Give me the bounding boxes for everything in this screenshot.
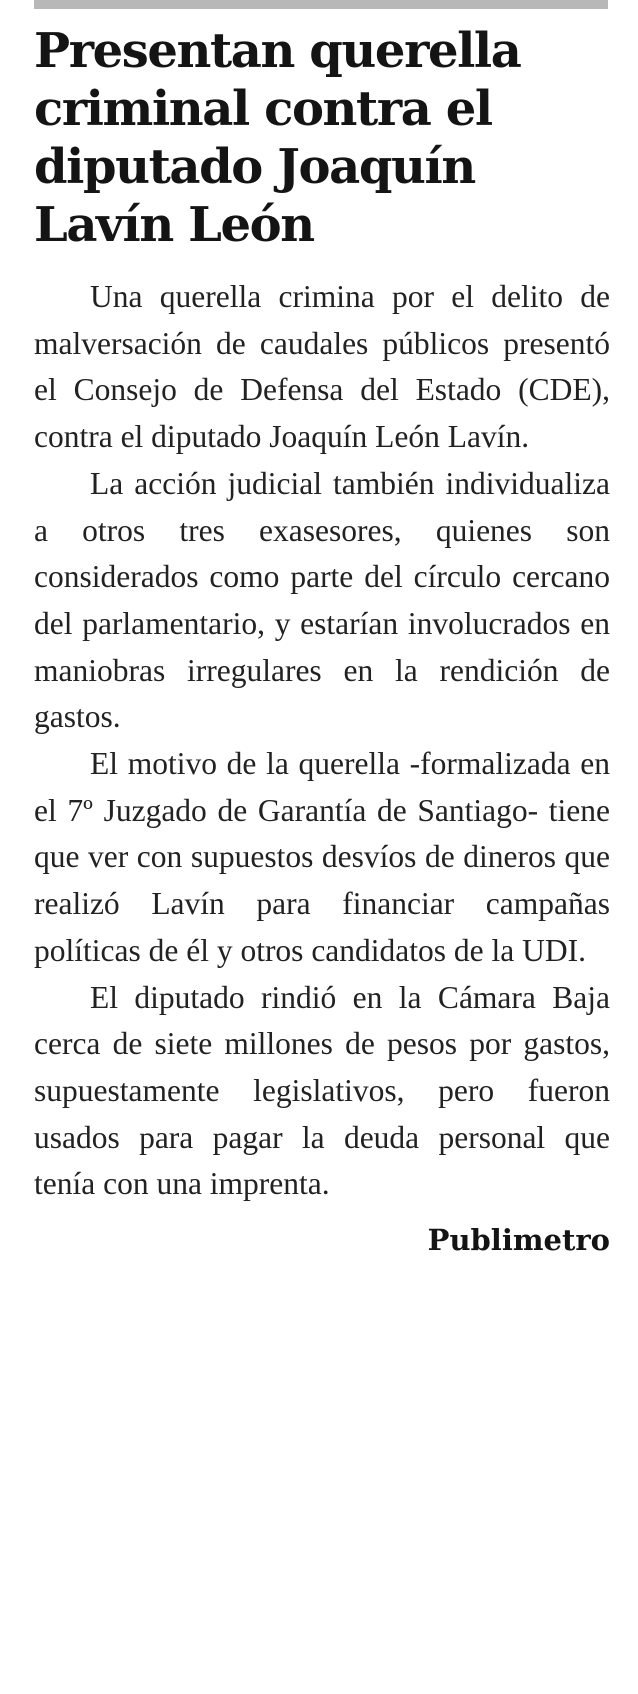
top-rule [34,0,608,9]
headline: Presentan querella criminal contra el diputado Joaquín Lavín León [34,23,521,253]
paragraph-2: La acción judicial también individualiza a otros tres exasesores, quienes son considerados como parte del círculo cercano del parlamentario, y estarían involucrados en maniobras irregulares en la rendición de gastos. [34,465,610,735]
news-article [34,22,610,1260]
paragraph-4: El diputado rindió en la Cámara Baja cerca de siete millones de pesos por gastos, supuestamente legislativos, pero fueron usados para pagar la deuda personal que tenía con una imprenta. [34,979,610,1202]
article-body [34,274,610,1208]
paragraph-3: El motivo de la querella -formalizada en el 7º Juzgado de Garantía de Santiago- tiene que ver con supuestos desvíos de dineros que realizó Lavín para financiar campañas políticas de él y otros candidatos de la UDI. [34,746,610,968]
paragraph-1: Una querella crimina por el delito de malversación de caudales públicos presentó el Consejo de Defensa del Estado (CDE), contra el diputado Joaquín León Lavín. [34,279,610,455]
source-credit: Publimetro [427,1223,610,1258]
